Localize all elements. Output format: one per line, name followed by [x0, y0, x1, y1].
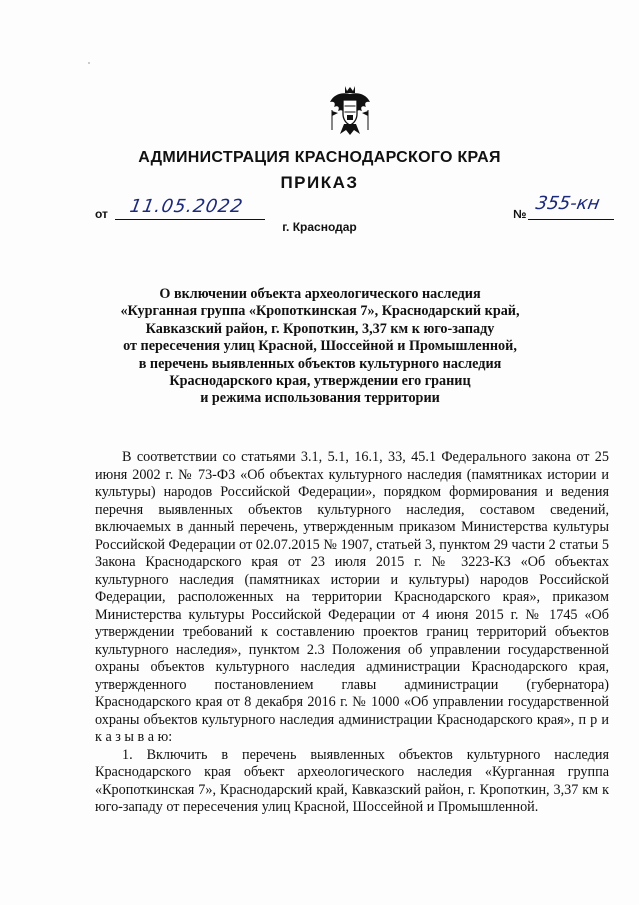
scan-speck: [88, 62, 90, 64]
organization-name: АДМИНИСТРАЦИЯ КРАСНОДАРСКОГО КРАЯ: [138, 149, 501, 166]
handwritten-date: 11.05.2022: [128, 196, 245, 217]
title-line: в перечень выявленных объектов культурного наследия: [138, 355, 502, 372]
city-name: г. Краснодар: [282, 220, 357, 234]
coat-of-arms-icon: [328, 84, 372, 136]
title-line: О включении объекта археологического наследия: [159, 286, 481, 302]
document-type: ПРИКАЗ: [280, 173, 359, 192]
number-underline: [528, 219, 614, 220]
document-body: [95, 449, 609, 817]
document-title: [100, 286, 540, 408]
preamble-paragraph: В соответствии со статьями 3.1, 5.1, 16.1, 33, 45.1 Федерального закона от 25 июня 2002 г. № 73-ФЗ «Об объектах культурного наследия (памятниках истории и культуры) народов Российской Федерации», порядком формирования и ведения перечня выявленных объектов культурного наследия, составом сведений, включаемых в данный перечень, утвержденным приказом Министерства культуры Российской Федерации от 02.07.2015 № 1907, статьей 3, пунктом 29 части 2 статьи 5 Закона Краснодарского края от 23 июля 2015 г. № 3223-КЗ «Об объектах культурного наследия (памятниках истории и культуры) народов Российской Федерации, расположенных на территории Краснодарского края», приказом Министерства культуры Российской Федерации от 4 июня 2015 г. № 1745 «Об утверждении требований к составлению проектов границ территорий объектов культурного наследия», пунктом 2.3 Положения об управлении государственной охраны объектов культурного наследия администрации Краснодарского края, утвержденного постановлением главы администрации (губернатора) Краснодарского края от 8 декабря 2016 г. № 1000 «Об управлении государственной охраны объектов культурного наследия администрации Краснодарского края», п р и к а з ы в а ю:: [95, 449, 609, 745]
date-label: от: [95, 207, 108, 221]
title-line: Краснодарского края, утверждении его границ: [169, 373, 471, 390]
title-line: Кавказский район, г. Кропоткин, 3,37 км к юго-западу: [145, 320, 495, 337]
title-line: «Курганная группа «Кропоткинская 7», Краснодарский край,: [120, 303, 520, 320]
number-label: №: [513, 207, 527, 221]
item-1-paragraph: 1. Включить в перечень выявленных объектов культурного наследия Краснодарского края объект археологического наследия «Курганная группа «Кропоткинская 7», Краснодарский край, Кавказский район, г. Кропоткин, 3,37 км к юго-западу от пересечения улиц Красной, Шоссейной и Промышленной.: [95, 746, 609, 815]
title-line: от пересечения улиц Красной, Шоссейной и Промышленной,: [123, 338, 517, 355]
title-line: и режима использования территории: [200, 390, 440, 407]
handwritten-number: 355-кн: [534, 193, 602, 214]
